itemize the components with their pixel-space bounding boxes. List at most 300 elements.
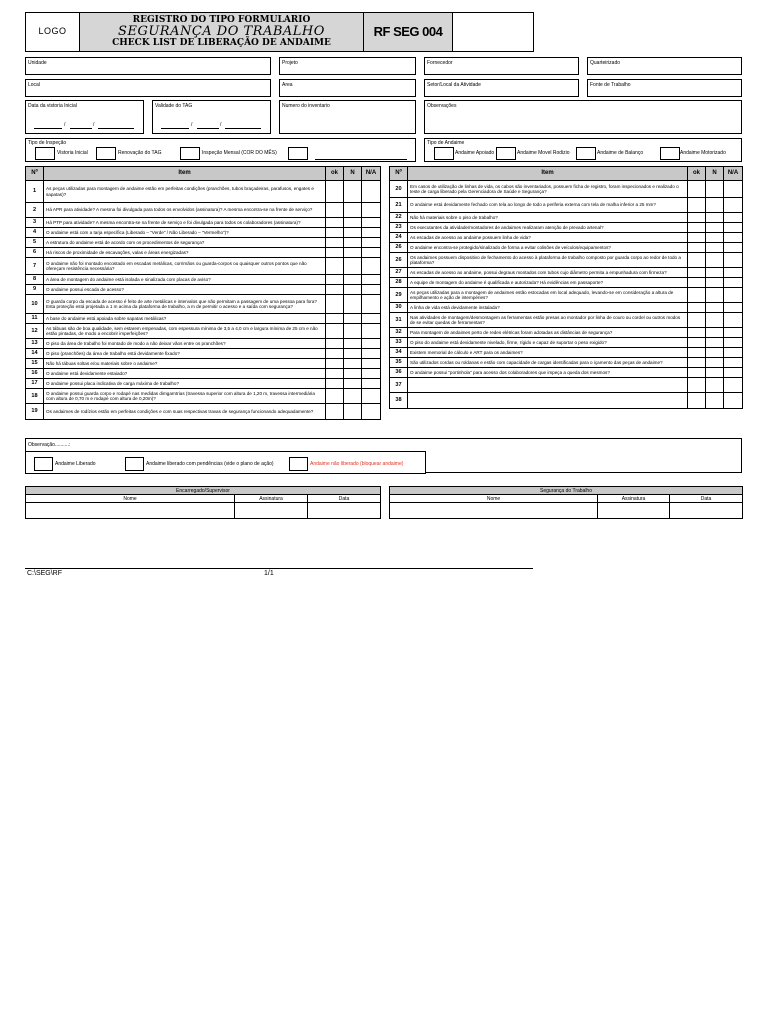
item-number: 12: [26, 324, 44, 339]
andaime-motorizado-checkbox[interactable]: [660, 147, 680, 160]
checklist-row: [26, 314, 381, 324]
answer-n-cell[interactable]: [706, 328, 724, 338]
item-text: Para montagem de andaimes perto de redes elétricas foram adotadas as distâncias de segurança?: [408, 328, 688, 338]
andaime-balanco-checkbox[interactable]: [576, 147, 596, 160]
answer-n-cell[interactable]: [344, 258, 362, 275]
answer-na-cell[interactable]: [362, 339, 381, 349]
local-field[interactable]: [25, 79, 271, 97]
answer-n-cell[interactable]: [344, 369, 362, 379]
answer-ok-cell[interactable]: [326, 314, 344, 324]
projeto-label: Projeto: [282, 60, 298, 66]
nao-liberado-checkbox[interactable]: [289, 457, 308, 471]
answer-n-cell[interactable]: [344, 324, 362, 339]
answer-na-cell[interactable]: [362, 238, 381, 248]
checklist-row: [390, 393, 743, 409]
checklist-row: [390, 378, 743, 393]
item-text: Existem memorial de cálculo e ART para os andaimes?: [408, 348, 688, 358]
checklist-row: [26, 404, 381, 420]
checklist-row: [26, 248, 381, 258]
answer-ok-cell[interactable]: [688, 358, 706, 368]
answer-n-cell[interactable]: [706, 303, 724, 313]
answer-na-cell[interactable]: [362, 285, 381, 295]
answer-n-cell[interactable]: [344, 339, 362, 349]
answer-ok-cell[interactable]: [326, 404, 344, 420]
footer-rule: [25, 568, 533, 569]
answer-n-cell[interactable]: [344, 228, 362, 238]
validade-tag-field[interactable]: [152, 100, 271, 134]
answer-ok-cell[interactable]: [326, 275, 344, 285]
item-text: As tábuas são de boa qualidade, sem estarem empenadas, com espessura mínima de 3,5 a 4,0 cm e largura mínima de 25 cm e não estão pintadas, de modo a encobrir imperfeições?: [44, 324, 326, 339]
data-header: Data: [670, 495, 743, 503]
answer-na-cell[interactable]: [724, 393, 743, 409]
item-number: 18: [26, 389, 44, 404]
nome-header: Nome: [26, 495, 235, 503]
answer-n-cell[interactable]: [344, 349, 362, 359]
checklist-row: [390, 223, 743, 233]
assinatura-header: Assinatura: [235, 495, 308, 503]
answer-na-cell[interactable]: [362, 379, 381, 389]
checklist-table-left: [25, 166, 381, 420]
supervisor-assinatura-cell[interactable]: [235, 503, 308, 519]
supervisor-data-cell[interactable]: [308, 503, 381, 519]
answer-na-cell[interactable]: [724, 338, 743, 348]
answer-na-cell[interactable]: [362, 258, 381, 275]
date-line-month: [70, 128, 92, 129]
nome-header: Nome: [390, 495, 598, 503]
answer-na-cell[interactable]: [362, 248, 381, 258]
answer-n-cell[interactable]: [344, 248, 362, 258]
answer-ok-cell[interactable]: [326, 339, 344, 349]
answer-n-cell[interactable]: [344, 285, 362, 295]
answer-ok-cell[interactable]: [326, 203, 344, 218]
col-num-header: Nº: [26, 167, 44, 181]
item-text: O andaime possui placa indicativa de carga máxima de trabalho?: [44, 379, 326, 389]
col-num-header: Nº: [390, 167, 408, 181]
item-text: [408, 393, 688, 409]
item-number: 10: [26, 295, 44, 314]
answer-n-cell[interactable]: [706, 213, 724, 223]
frente-trabalho-field[interactable]: [587, 79, 742, 97]
checklist-row: [390, 358, 743, 368]
answer-n-cell[interactable]: [706, 368, 724, 378]
seguranca-nome-cell[interactable]: [390, 503, 598, 519]
answer-na-cell[interactable]: [724, 268, 743, 278]
checklist-row: [26, 275, 381, 285]
answer-ok-cell[interactable]: [688, 328, 706, 338]
checklist-row: [390, 181, 743, 198]
answer-na-cell[interactable]: [724, 253, 743, 268]
footer-page: 1/1: [264, 570, 274, 577]
logo-box: [25, 12, 80, 52]
item-text: O andaime possui "portinhola" para acesso dos colaboradores que impeça a queda dos mesmos?: [408, 368, 688, 378]
checklist-row: [390, 243, 743, 253]
checklist-row: [26, 339, 381, 349]
numero-inventario-label: Numero do inventario: [282, 103, 330, 109]
seguranca-assinatura-cell[interactable]: [598, 503, 670, 519]
item-number: 27: [390, 268, 408, 278]
fornecedor-field[interactable]: [424, 57, 579, 75]
item-text: Nas atividades de montagem/desmontagem as ferramentas estão presas ao montador por linha de couro ou cordel ou outros modos de se evitar quedas de ferramentas?: [408, 313, 688, 328]
item-number: 16: [26, 369, 44, 379]
item-number: 35: [390, 358, 408, 368]
checklist-row: [26, 285, 381, 295]
cor-do-mes-checkbox[interactable]: [288, 147, 308, 160]
supervisor-nome-cell[interactable]: [26, 503, 235, 519]
answer-n-cell[interactable]: [706, 233, 724, 243]
answer-n-cell[interactable]: [706, 288, 724, 303]
answer-na-cell[interactable]: [724, 233, 743, 243]
answer-na-cell[interactable]: [362, 359, 381, 369]
item-number: 30: [390, 303, 408, 313]
answer-ok-cell[interactable]: [326, 285, 344, 295]
checklist-row: [390, 233, 743, 243]
item-number: 34: [390, 348, 408, 358]
projeto-field[interactable]: [279, 57, 416, 75]
answer-ok-cell[interactable]: [326, 389, 344, 404]
answer-na-cell[interactable]: [362, 275, 381, 285]
form-type-title: REGISTRO DO TIPO FORMULARIO: [132, 14, 311, 25]
unidade-label: Unidade: [28, 60, 47, 66]
answer-ok-cell[interactable]: [326, 238, 344, 248]
answer-n-cell[interactable]: [706, 243, 724, 253]
data-vistoria-field[interactable]: [25, 100, 144, 134]
checklist-row: [26, 389, 381, 404]
validade-tag-label: Validade do TAG: [155, 103, 193, 109]
answer-n-cell[interactable]: [344, 295, 362, 314]
item-text: As peças utilizadas para montagem de andaime estão em perfeitas condições (pranchões, tubos braçadeiras, parafusos, engates e sapatas)?: [44, 181, 326, 203]
item-text: Não há materiais sobre o piso de trabalho?: [408, 213, 688, 223]
checklist-row: [26, 258, 381, 275]
item-number: 23: [390, 223, 408, 233]
data-vistoria-label: Data da vistoria Inicial: [28, 103, 77, 109]
answer-ok-cell[interactable]: [688, 368, 706, 378]
checklist-row: [390, 198, 743, 213]
checklist-row: [26, 203, 381, 218]
answer-ok-cell[interactable]: [688, 393, 706, 409]
answer-n-cell[interactable]: [706, 268, 724, 278]
answer-na-cell[interactable]: [724, 368, 743, 378]
answer-na-cell[interactable]: [724, 328, 743, 338]
answer-ok-cell[interactable]: [688, 268, 706, 278]
item-text: Há PTP para atividade? A mesma encontra-se na frente de serviço e foi divulgada para todos os colaboradores (assinatura)?: [44, 218, 326, 228]
item-number: 19: [26, 404, 44, 420]
answer-n-cell[interactable]: [706, 378, 724, 393]
answer-ok-cell[interactable]: [688, 288, 706, 303]
checklist-row: [26, 349, 381, 359]
answer-n-cell[interactable]: [706, 253, 724, 268]
answer-na-cell[interactable]: [724, 313, 743, 328]
table-header-row: [26, 167, 381, 181]
item-text: Os executantes da atividade/montadores de andaimes realizaram atenção de prevado artenal?: [408, 223, 688, 233]
answer-na-cell[interactable]: [724, 348, 743, 358]
frente-trabalho-label: Fonte de Trabalho: [590, 82, 631, 88]
item-number: 8: [26, 275, 44, 285]
col-ok-header: ok: [688, 167, 706, 181]
inspecao-mensal-checkbox[interactable]: [180, 147, 200, 160]
answer-na-cell[interactable]: [724, 378, 743, 393]
item-text: A equipe de montagem do andaime é qualificada e autorizada? Há evidências em passaporte?: [408, 278, 688, 288]
checklist-row: [390, 253, 743, 268]
renovacao-tag-checkbox[interactable]: [96, 147, 116, 160]
answer-ok-cell[interactable]: [688, 278, 706, 288]
answer-na-cell[interactable]: [724, 198, 743, 213]
answer-na-cell[interactable]: [362, 314, 381, 324]
answer-ok-cell[interactable]: [688, 223, 706, 233]
checklist-row: [390, 268, 743, 278]
answer-ok-cell[interactable]: [326, 228, 344, 238]
item-text: O piso do andaime está devidamente nivelado, firme, rígido e capaz de suportar o peso exigido?: [408, 338, 688, 348]
answer-ok-cell[interactable]: [326, 218, 344, 228]
checklist-row: [26, 181, 381, 203]
item-text: O andaime possui escada de acesso?: [44, 285, 326, 295]
answer-na-cell[interactable]: [362, 349, 381, 359]
liberado-pendencias-label: Andaime liberado com pendências (vide o plano de ação): [146, 461, 274, 467]
checklist-row: [390, 368, 743, 378]
form-main-title: SEGURANÇA DO TRABALHO: [118, 24, 325, 40]
answer-ok-cell[interactable]: [688, 253, 706, 268]
item-number: 1: [26, 181, 44, 203]
item-number: 38: [390, 393, 408, 409]
answer-na-cell[interactable]: [724, 213, 743, 223]
date-line-day: [161, 128, 189, 129]
answer-na-cell[interactable]: [724, 181, 743, 198]
col-item-header: Item: [44, 167, 326, 181]
item-text: As peças utilizadas para a montagem de andaimes estão estocadas em local adequado, levando-se em consideração a altura de empilhamento e ação de intempéries?: [408, 288, 688, 303]
answer-na-cell[interactable]: [724, 288, 743, 303]
form-title-box: [79, 12, 364, 52]
logo-text: LOGO: [38, 26, 67, 37]
col-ok-header: ok: [326, 167, 344, 181]
answer-ok-cell[interactable]: [688, 243, 706, 253]
vistoria-inicial-label: Vistoria Inicial: [57, 150, 88, 156]
col-item-header: Item: [408, 167, 688, 181]
answer-n-cell[interactable]: [344, 238, 362, 248]
item-number: 13: [26, 339, 44, 349]
answer-n-cell[interactable]: [706, 393, 724, 409]
data-header: Data: [308, 495, 381, 503]
tipo-inspecao-label: Tipo de Inspeção: [28, 140, 67, 146]
col-na-header: N/A: [362, 167, 381, 181]
item-number: 3: [26, 218, 44, 228]
answer-na-cell[interactable]: [362, 404, 381, 420]
item-text: A base do andaime está apoiada sobre sapatas metálicas?: [44, 314, 326, 324]
andaime-movel-label: Andaime Movel Rodizio: [517, 150, 570, 156]
answer-n-cell[interactable]: [706, 313, 724, 328]
item-text: O andaime encontra-se protegido/sinalizado de forma a evitar colisões de veículos/equipamentos?: [408, 243, 688, 253]
item-text: Os andaimes de rodízios estão em perfeitas condições e com suas respectivas travas de segurança funcionando adequadamente?: [44, 404, 326, 420]
item-number: 20: [390, 181, 408, 198]
quarteirizado-field[interactable]: [587, 57, 742, 75]
answer-na-cell[interactable]: [362, 228, 381, 238]
col-n-header: N: [706, 167, 724, 181]
item-text: Em casos de utilização de linhas de vida, os cabos são inventariados, possuem ficha de registro, foram inspecionados e realizado o teste de carga liberado pela Gerenciadora de Saúde e Segurança?: [408, 181, 688, 198]
answer-ok-cell[interactable]: [326, 349, 344, 359]
area-field[interactable]: [279, 79, 416, 97]
seguranca-data-cell[interactable]: [670, 503, 743, 519]
item-number: 22: [390, 213, 408, 223]
item-number: 9: [26, 285, 44, 295]
cor-do-mes-line: [315, 159, 407, 160]
item-text: A área de montagem do andaime está isolada e sinalizada com placas de aviso?: [44, 275, 326, 285]
form-code-box: [363, 12, 453, 52]
answer-n-cell[interactable]: [344, 218, 362, 228]
answer-na-cell[interactable]: [362, 181, 381, 203]
item-number: 15: [26, 359, 44, 369]
answer-n-cell[interactable]: [706, 338, 724, 348]
answer-ok-cell[interactable]: [688, 303, 706, 313]
answer-n-cell[interactable]: [344, 359, 362, 369]
answer-ok-cell[interactable]: [688, 338, 706, 348]
item-number: 37: [390, 378, 408, 393]
date-line-month: [197, 128, 219, 129]
answer-n-cell[interactable]: [344, 314, 362, 324]
andaime-apoiado-label: Andaime Apoiado: [455, 150, 495, 156]
renovacao-tag-label: Renovação do TAG: [118, 150, 162, 156]
item-number: 5: [26, 238, 44, 248]
answer-ok-cell[interactable]: [326, 258, 344, 275]
answer-n-cell[interactable]: [706, 278, 724, 288]
checklist-row: [26, 359, 381, 369]
answer-n-cell[interactable]: [344, 275, 362, 285]
andaime-apoiado-checkbox[interactable]: [434, 147, 454, 160]
item-number: 28: [390, 278, 408, 288]
supervisor-signature-table: [25, 486, 381, 519]
item-number: 11: [26, 314, 44, 324]
answer-ok-cell[interactable]: [688, 198, 706, 213]
andaime-movel-checkbox[interactable]: [496, 147, 516, 160]
observacoes-field[interactable]: [424, 100, 742, 134]
item-text: O andaime está devidamente estaiado?: [44, 369, 326, 379]
answer-n-cell[interactable]: [706, 181, 724, 198]
item-number: 36: [390, 368, 408, 378]
date-slash: /: [220, 122, 222, 128]
item-number: 24: [390, 233, 408, 243]
answer-na-cell[interactable]: [362, 203, 381, 218]
answer-na-cell[interactable]: [362, 369, 381, 379]
date-line-year: [225, 128, 261, 129]
supervisor-title: Encarregado/Supervisor: [26, 487, 381, 495]
answer-ok-cell[interactable]: [326, 369, 344, 379]
answer-ok-cell[interactable]: [326, 379, 344, 389]
answer-n-cell[interactable]: [706, 223, 724, 233]
tipo-andaime-label: Tipo de Andaime: [427, 140, 465, 146]
andaime-liberado-checkbox[interactable]: [34, 457, 53, 471]
answer-na-cell[interactable]: [724, 303, 743, 313]
header-blank-box: [452, 12, 534, 52]
checklist-row: [26, 238, 381, 248]
item-text: O andaime está com a tarja específica (Liberado – "Verde" / Não Liberado – "Vermelho")?: [44, 228, 326, 238]
date-line-day: [34, 128, 62, 129]
item-text: Há riscos de proximidade de escavações, valas e áreas energizadas?: [44, 248, 326, 258]
answer-n-cell[interactable]: [344, 389, 362, 404]
item-text: O andaime não foi montado encostado em escadas metálicas, corrimãos ou guarda-corpos ou quaisquer outros pontos que não ofereçam resistência necessária?: [44, 258, 326, 275]
andaime-motorizado-label: Andaime Motorizado: [680, 150, 726, 156]
answer-na-cell[interactable]: [362, 218, 381, 228]
answer-na-cell[interactable]: [724, 243, 743, 253]
andaime-liberado-label: Andaime Liberado: [55, 461, 96, 467]
item-number: 29: [390, 288, 408, 303]
answer-ok-cell[interactable]: [688, 181, 706, 198]
answer-na-cell[interactable]: [724, 278, 743, 288]
setor-label: Setor/Local da Atividade: [427, 82, 481, 88]
item-text: As escadas de acesso ao andaime, possui degraus montados com tubos cujo diâmetro permita a empunhadura com firmeza?: [408, 268, 688, 278]
checklist-row: [390, 213, 743, 223]
answer-ok-cell[interactable]: [688, 348, 706, 358]
item-text: São utilizados cordas ou roldanas e estão com capacidade de cargas identificadas para o içamento das peças de andaime?: [408, 358, 688, 368]
form-code: RF SEG 004: [373, 24, 443, 40]
item-number: 33: [390, 338, 408, 348]
observacoes-label: Observações: [427, 103, 457, 109]
assinatura-header: Assinatura: [598, 495, 670, 503]
item-number: 2: [26, 203, 44, 218]
quarteirizado-label: Quarteirizado: [590, 60, 621, 66]
item-number: 31: [390, 313, 408, 328]
answer-ok-cell[interactable]: [326, 324, 344, 339]
item-text: O guarda corpo da escada de acesso é feito de arte metálicas e intervalos que não permitam a passagem de uma pessoa para fora? Esta proteção está projetada a 1 m acima da plataforma de trabalho, a m de permitir o acesso e a saída com segurança?: [44, 295, 326, 314]
answer-ok-cell[interactable]: [688, 213, 706, 223]
observacao-label: Observação..........:: [28, 442, 71, 448]
answer-na-cell[interactable]: [724, 358, 743, 368]
seguranca-title: Segurança do Trabalho: [390, 487, 743, 495]
date-slash: /: [93, 122, 95, 128]
answer-ok-cell[interactable]: [688, 233, 706, 243]
vistoria-inicial-checkbox[interactable]: [35, 147, 55, 160]
checklist-row: [390, 348, 743, 358]
answer-ok-cell[interactable]: [688, 313, 706, 328]
tipo-andaime-group: [424, 138, 742, 162]
seguranca-signature-table: [389, 486, 743, 519]
checklist-row: [390, 313, 743, 328]
item-number: 21: [390, 198, 408, 213]
item-text: Os andaimes possuem dispositivo de fechamento do acesso à plataforma de trabalho composto por guarda corpo ao redor de todo a plataforma?: [408, 253, 688, 268]
liberado-pendencias-checkbox[interactable]: [125, 457, 144, 471]
checklist-row: [26, 379, 381, 389]
answer-ok-cell[interactable]: [326, 295, 344, 314]
checklist-row: [390, 328, 743, 338]
answer-n-cell[interactable]: [344, 404, 362, 420]
item-number: 6: [26, 248, 44, 258]
tipo-inspecao-group: [25, 138, 416, 162]
answer-na-cell[interactable]: [724, 223, 743, 233]
fornecedor-label: Fornecedor: [427, 60, 453, 66]
item-text: A linha de vida está devidamente instalada?: [408, 303, 688, 313]
answer-ok-cell[interactable]: [326, 181, 344, 203]
inspecao-mensal-label: Inspeção Mensal (COR DO MÊS): [202, 150, 277, 156]
answer-n-cell[interactable]: [706, 358, 724, 368]
answer-n-cell[interactable]: [344, 181, 362, 203]
answer-n-cell[interactable]: [706, 348, 724, 358]
item-number: 26: [390, 253, 408, 268]
answer-n-cell[interactable]: [344, 203, 362, 218]
answer-ok-cell[interactable]: [326, 248, 344, 258]
item-text: O andaime possui guarda corpo e rodapé nas medidas dimgarntrias (travessa superior com altura de 1,20 m, travessa intermediária com altura de 0,70 m e rodapé com altura de 0,20m)?: [44, 389, 326, 404]
answer-ok-cell[interactable]: [688, 378, 706, 393]
answer-n-cell[interactable]: [706, 198, 724, 213]
unidade-field[interactable]: [25, 57, 271, 75]
numero-inventario-field[interactable]: [279, 100, 416, 134]
answer-na-cell[interactable]: [362, 389, 381, 404]
answer-na-cell[interactable]: [362, 295, 381, 314]
date-slash: /: [64, 122, 66, 128]
item-text: O andaime está devidamente fechado com tela ao longo de todo a periferia externa com tela de malha inferior a 25 mm?: [408, 198, 688, 213]
setor-field[interactable]: [424, 79, 579, 97]
answer-na-cell[interactable]: [362, 324, 381, 339]
answer-ok-cell[interactable]: [326, 359, 344, 369]
answer-n-cell[interactable]: [344, 379, 362, 389]
checklist-row: [26, 295, 381, 314]
checklist-row: [26, 324, 381, 339]
date-slash: /: [191, 122, 193, 128]
